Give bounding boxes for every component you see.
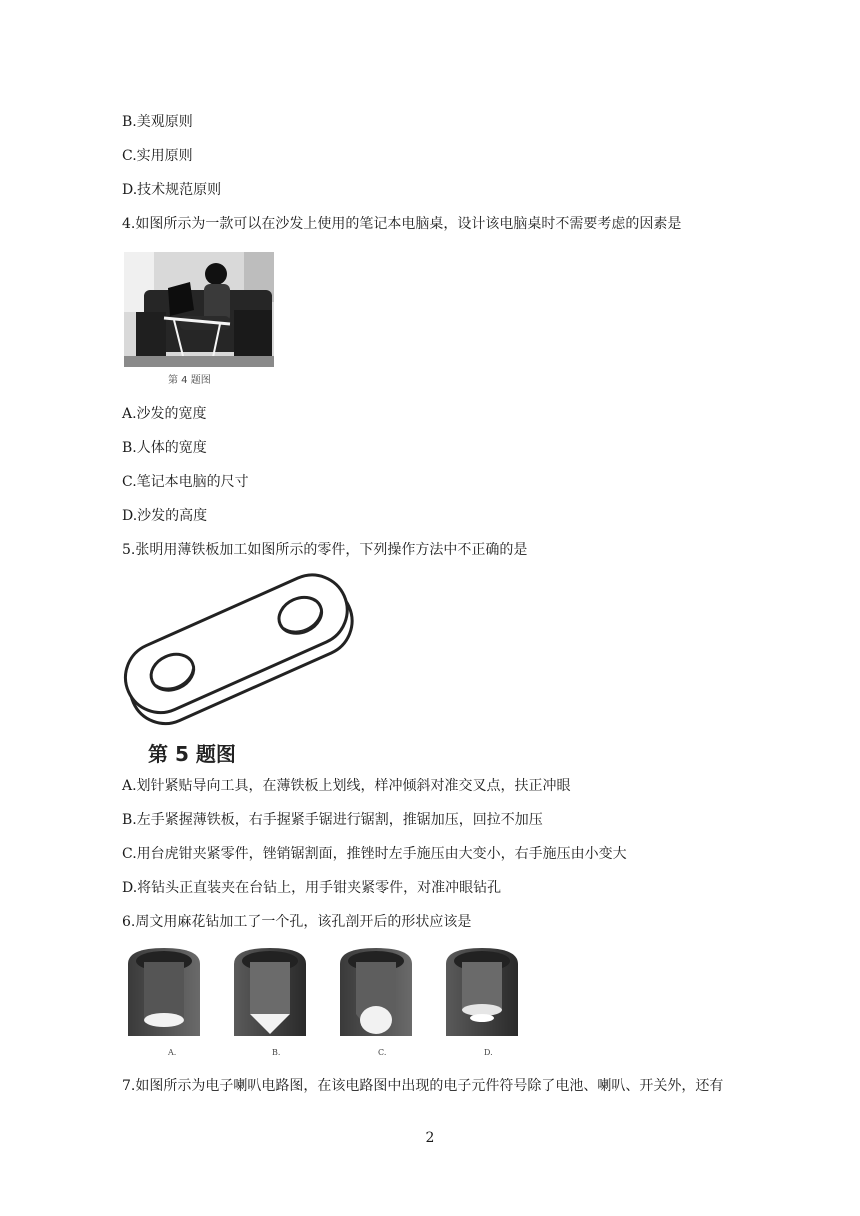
section-a-shape (128, 948, 200, 1036)
q5-option-c: C.用台虎钳夹紧零件，锉销锯割面，推锉时左手施压由大变小，右手施压由小变大 (122, 846, 627, 862)
q3-option-c: C.实用原则 (122, 148, 193, 164)
q5-stem: 5.张明用薄铁板加工如图所示的零件，下列操作方法中不正确的是 (122, 542, 528, 558)
q3-option-d: D.技术规范原则 (122, 182, 222, 198)
q7-stem: 7.如图所示为电子喇叭电路图，在该电路图中出现的电子元件符号除了电池、喇叭、开关外，还有 (122, 1078, 724, 1094)
q4-option-c: C.笔记本电脑的尺寸 (122, 474, 249, 490)
q4-figure (124, 252, 274, 388)
q4-option-b: B.人体的宽度 (122, 440, 207, 456)
q5-option-d: D.将钻头正直装夹在台钻上，用手钳夹紧零件，对准冲眼钻孔 (122, 880, 502, 896)
section-b-shape (234, 948, 306, 1036)
q4-option-d: D.沙发的高度 (122, 508, 208, 524)
q6-label-b: B. (272, 1048, 281, 1057)
laptop-desk-photo (124, 252, 274, 388)
q6-label-a: A. (168, 1048, 177, 1057)
q5-figure-caption: 第 5 题图 (148, 742, 236, 766)
page-number: 2 (425, 1130, 435, 1146)
hole-sections (124, 944, 534, 1054)
q4-stem: 4.如图所示为一款可以在沙发上使用的笔记本电脑桌，设计该电脑桌时不需要考虑的因素是 (122, 216, 682, 232)
q4-option-a: A.沙发的宽度 (122, 406, 207, 422)
q6-label-d: D. (484, 1048, 493, 1057)
q3-option-b: B.美观原则 (122, 114, 193, 130)
q6-stem: 6.周文用麻花钻加工了一个孔，该孔剖开后的形状应该是 (122, 914, 472, 930)
plate-part-drawing (118, 568, 363, 740)
q4-figure-caption: 第 4 题图 (168, 375, 211, 386)
section-c-shape (340, 948, 412, 1036)
q5-option-a: A.划针紧贴导向工具，在薄铁板上划线，样冲倾斜对准交叉点，扶正冲眼 (122, 778, 571, 794)
section-d-shape (446, 948, 518, 1036)
q5-option-b: B.左手紧握薄铁板，右手握紧手锯进行锯割，推锯加压，回拉不加压 (122, 812, 543, 828)
q6-figure (124, 944, 534, 1066)
q6-label-c: C. (378, 1048, 387, 1057)
q5-figure (118, 568, 363, 768)
